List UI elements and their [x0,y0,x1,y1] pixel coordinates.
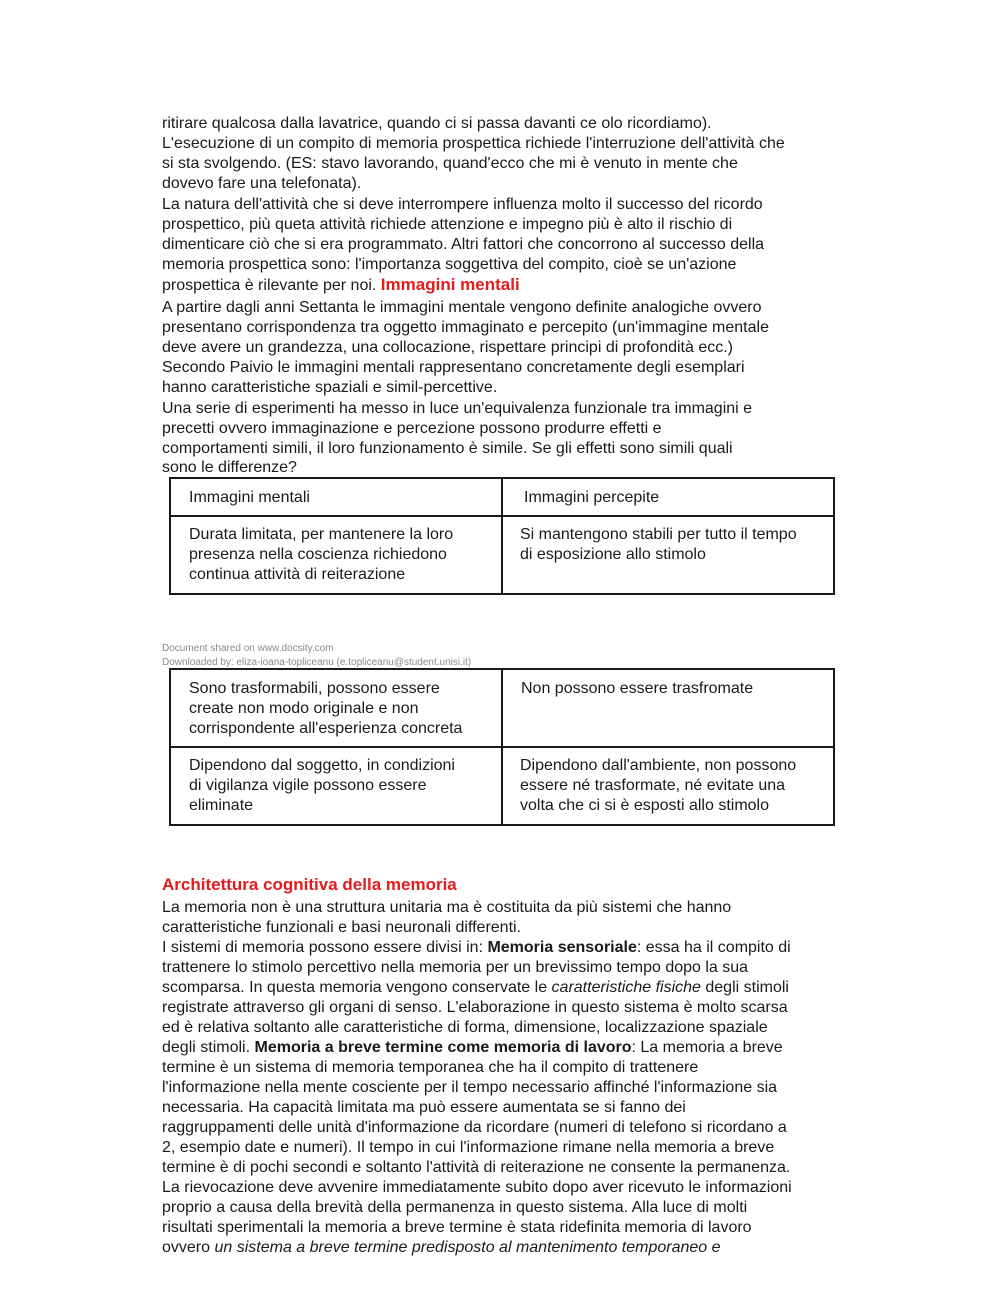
table-header-cell [170,478,502,516]
table-header-cell [502,478,834,516]
body-text-line: trattenere lo stimolo percettivo nella memoria per un brevissimo tempo dopo la sua [162,959,749,976]
body-text-line: scomparsa. In questa memoria vengono conservate le caratteristiche fisiche degli stimoli [162,979,789,996]
body-text-line: memoria prospettica sono: l'importanza soggettiva del compito, cioè se un'azione [162,256,737,273]
body-text-line: l'informazione nella mente cosciente per il tempo necessario affinché l'informazione sia [162,1079,778,1096]
body-text-line: ed è relativa soltanto alle caratteristiche di forma, dimensione, localizzazione spaziale [162,1019,768,1036]
body-text-line: A partire dagli anni Settanta le immagini mentale vengono definite analogiche ovvero [162,299,762,316]
table-cell-text: Sono trasformabili, possono essere create non modo originale e non corrispondente all'esperienza concreta [189,680,463,737]
body-text-line: deve avere un grandezza, una collocazione, rispettare principi di profondità ecc.) [162,339,733,356]
body-text-line: risultati sperimentali la memoria a breve termine è stata ridefinita memoria di lavoro [162,1219,752,1236]
table-cell-text: Si mantengono stabili per tutto il tempo di esposizione allo stimolo [520,526,797,563]
term-memoria-sensoriale: Memoria sensoriale [487,939,637,956]
body-text-line: degli stimoli. Memoria a breve termine come memoria di lavoro: La memoria a breve [162,1039,783,1056]
emphasis-text: caratteristiche fisiche [551,979,701,996]
body-text-line [162,275,520,296]
table-cell-text: Dipendono dall'ambiente, non possono essere né trasformate, né evitate una volta che ci si è esposti allo stimolo [520,757,797,814]
term-memoria-breve-termine: Memoria a breve termine come memoria di lavoro [254,1039,632,1056]
body-text-line: raggruppamenti delle unità d'informazione da ricordare (numeri di telefono si ricordano a [162,1119,787,1136]
body-text-line: dimenticare ciò che si era programmato. Altri fattori che concorrono al successo della [162,236,765,253]
table-cell-text: Dipendono dal soggetto, in condizioni di vigilanza vigile possono essere eliminate [189,757,455,814]
body-text-line: presentano corrispondenza tra oggetto immaginato e percepito (un'immagine mentale [162,319,769,336]
body-text-line: si sta svolgendo. (ES: stavo lavorando, quand'ecco che mi è venuto in mente che [162,155,738,172]
comparison-table-2 [169,668,835,826]
body-text-line: 2, esempio date e numeri). Il tempo in cui l'informazione rimane nella memoria a breve [162,1139,775,1156]
body-text: prospettica è rilevante per noi. [162,277,377,294]
table-cell [170,669,502,747]
document-shared-footer: Document shared on www.docsity.com [162,643,334,654]
section-heading-architettura: Architettura cognitiva della memoria [162,875,457,894]
downloaded-by-footer: Downloaded by: eliza-ioana-topliceanu (e.topliceanu@student.unisi.it) [162,657,472,668]
body-text-line: Una serie di esperimenti ha messo in luce un'equivalenza funzionale tra immagini e [162,400,753,417]
body-text-line: La rievocazione deve avvenire immediatamente subito dopo aver ricevuto le informazioni [162,1179,792,1196]
body-text-line: ritirare qualcosa dalla lavatrice, quando ci si passa davanti ce olo ricordiamo). [162,115,712,132]
body-text-line: hanno caratteristiche spaziali e simil-percettive. [162,379,498,396]
body-text-line: termine è un sistema di memoria temporanea che ha il compito di trattenere [162,1059,699,1076]
comparison-table-1 [169,477,835,595]
table-cell-text: Durata limitata, per mantenere la loro presenza nella coscienza richiedono continua attività di reiterazione [189,526,454,583]
body-text-line: dovevo fare una telefonata). [162,175,362,192]
section-heading-immagini-mentali: Immagini mentali [380,275,520,294]
body-text-line: comportamenti simili, il loro funzionamento è simile. Se gli effetti sono simili quali [162,440,733,457]
body-text-line: necessaria. Ha capacità limitata ma può essere aumentata se si fanno dei [162,1099,686,1116]
table-cell [170,747,502,825]
body-text-line: precetti ovvero immaginazione e percezione possono produrre effetti e [162,420,662,437]
table-cell [502,747,834,825]
body-text-line: proprio a causa della brevità della permanenza in questo sistema. Alla luce di molti [162,1199,748,1216]
body-text-line: La natura dell'attività che si deve interrompere influenza molto il successo del ricordo [162,196,763,213]
body-text-line: I sistemi di memoria possono essere divisi in: Memoria sensoriale: essa ha il compito di [162,939,791,956]
body-text-line: prospettico, più queta attività richiede attenzione e impegno più è alto il rischio di [162,216,733,233]
emphasis-text: un sistema a breve termine predisposto al mantenimento temporaneo e [214,1239,721,1256]
table-header-label: Immagini percepite [524,489,660,506]
body-text-line: La memoria non è una struttura unitaria ma è costituita da più sistemi che hanno [162,899,732,916]
body-text-line: Secondo Paivio le immagini mentali rappresentano concretamente degli esemplari [162,359,745,376]
body-text-line: L'esecuzione di un compito di memoria prospettica richiede l'interruzione dell'attività che [162,135,785,152]
body-text-line: termine è di pochi secondi e soltanto l'attività di reiterazione ne consente la permanenza. [162,1159,791,1176]
table-header-label: Immagini mentali [189,489,310,506]
table-cell [502,669,834,747]
table-cell [170,516,502,594]
body-text-line: registrate attraverso gli organi di senso. L'elaborazione in questo sistema è molto scarsa [162,999,788,1016]
table-cell-text: Non possono essere trasfromate [521,680,754,697]
body-text-line: caratteristiche funzionali e basi neuronali differenti. [162,919,522,936]
body-text-line: sono le differenze? [162,459,297,476]
table-cell [502,516,834,594]
body-text-line: ovvero un sistema a breve termine predisposto al mantenimento temporaneo e [162,1239,721,1256]
